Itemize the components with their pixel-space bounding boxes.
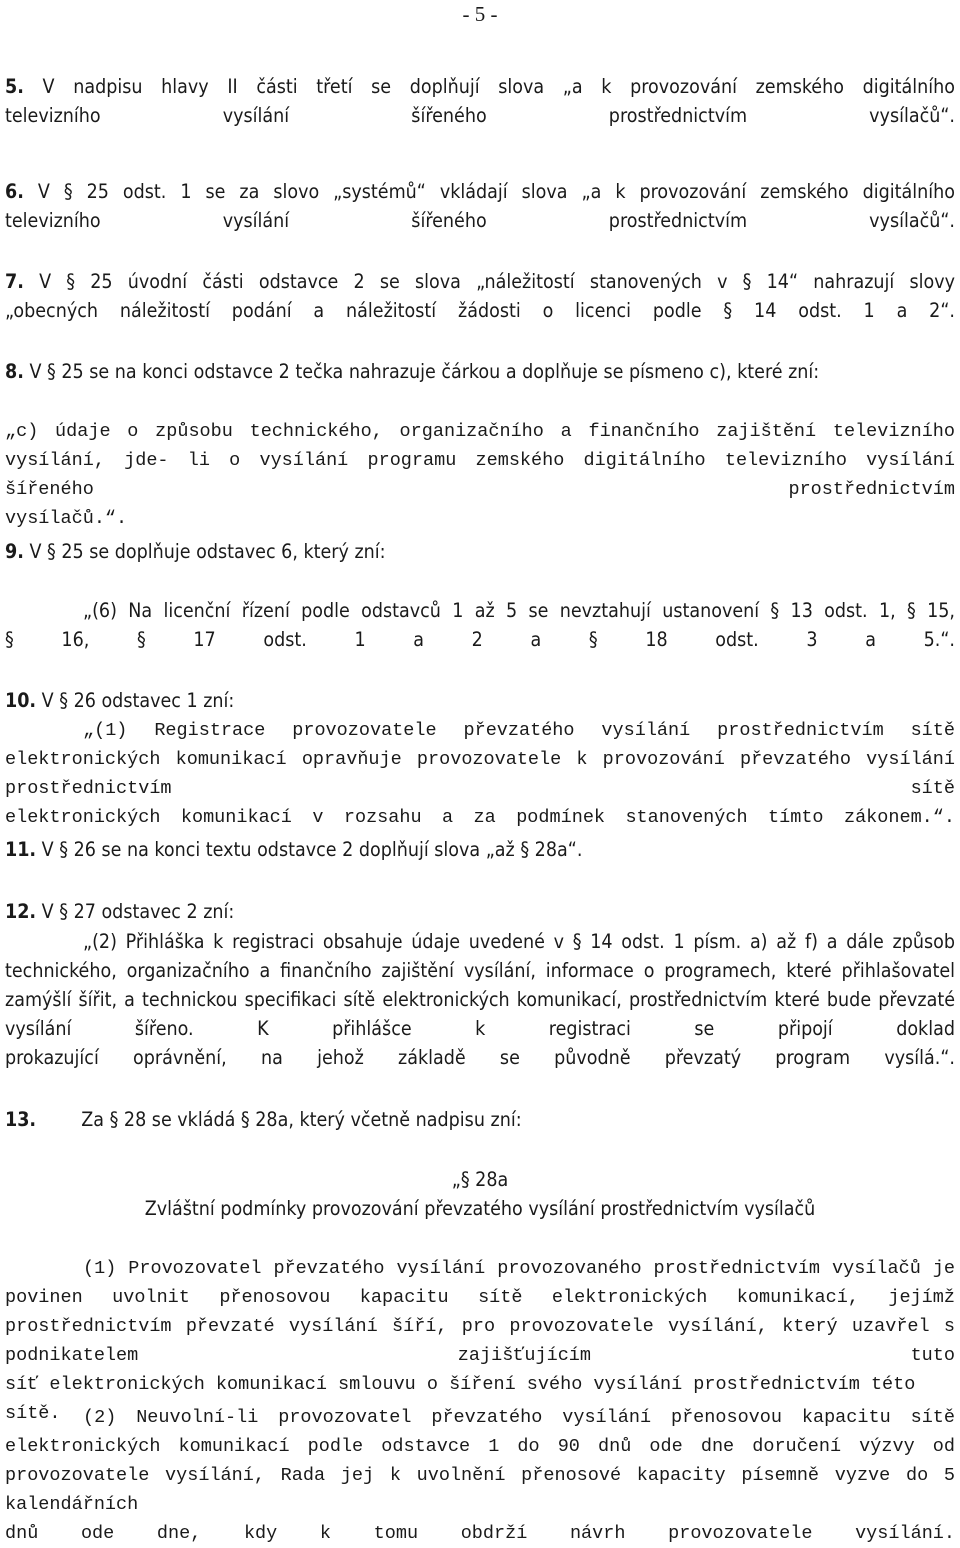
paragraph-text: (1) Provozovatel převzatého vysílání provozovaného prostřednictvím vysílačů je xyxy=(83,1258,955,1279)
item-10 xyxy=(5,686,955,715)
item-text: televizního vysílání šířeného prostřednictvím vysílačů“. xyxy=(5,209,955,232)
quote-text: komunikací opravňuje provozovatele k provozování převzatého vysílání prostřednictvím sítě xyxy=(5,749,955,799)
paragraph-text: elektronických komunikací podle odstavce 1 do 90 dnů ode dne doručení výzvy od xyxy=(5,1436,955,1457)
item-9 xyxy=(5,537,955,566)
paragraph-text: povinen uvolnit přenosovou kapacitu sítě elektronických komunikací, jejímž prostřednictvím xyxy=(5,1287,955,1337)
item-number: 6. xyxy=(5,180,24,203)
quote-text: elektronických komunikací v rozsahu a za podmínek stanovených tímto zákonem.“. xyxy=(5,807,955,828)
item-text: televizního vysílání šířeného prostřednictvím vysílačů“. xyxy=(5,104,955,127)
item-10-quote xyxy=(5,716,955,832)
item-text: V § 25 se doplňuje odstavec 6, který zní: xyxy=(29,540,386,563)
item-number: 8. xyxy=(5,360,24,383)
item-text: „obecných náležitostí podání a náležitostí žádosti o licenci podle § 14 odst. 1 a 2“. xyxy=(5,299,955,322)
item-text: V § 25 se na konci odstavce 2 tečka nahrazuje čárkou a doplňuje se písmeno c), které zní: xyxy=(29,360,820,383)
paragraph-text: dnů ode dne, kdy k tomu obdrží návrh provozovatele vysílání. xyxy=(5,1523,955,1544)
item-text: V § 25 odst. 1 se za slovo „systémů“ vkládají slova „a k provozování zemského digitálního xyxy=(37,180,955,203)
item-text: V § 26 se na konci textu odstavce 2 doplňují slova „až § 28a“. xyxy=(41,838,583,861)
item-text: V § 26 odstavec 1 zní: xyxy=(41,689,235,712)
item-text: V nadpisu hlavy II části třetí se doplňují slova „a k provozování zemského digitálního xyxy=(42,75,955,98)
item-number: 13. xyxy=(5,1108,37,1131)
quote-text: způsob technického, organizačního a finančního zajištění vysílání, informace o programech, xyxy=(5,930,955,982)
paragraph-text: provozovatele vysílání, Rada jej k uvolnění přenosové kapacity písemně vyzve do 5 kalendářních xyxy=(5,1465,955,1515)
item-11 xyxy=(5,835,955,864)
paragraph-text: (2) Neuvolní-li provozovatel převzatého vysílání přenosovou kapacitu sítě xyxy=(83,1407,955,1428)
quote-text: vysílačů.“. xyxy=(5,508,128,529)
item-number: 9. xyxy=(5,540,24,563)
item-number: 5. xyxy=(5,75,24,98)
section-paragraph-2 xyxy=(5,1403,955,1548)
quote-text: „(1) Registrace provozovatele převzatého vysílání prostřednictvím sítě elektronických xyxy=(5,720,955,770)
quote-text: li o vysílání programu zemského digitálního televizního vysílání šířeného prostřednictvím xyxy=(5,450,955,500)
item-12-quote xyxy=(5,927,955,1072)
quote-text: „(6) Na licenční řízení podle odstavců 1 až 5 se nevztahují ustanovení § 13 odst. 1, § 15, xyxy=(83,599,955,622)
item-text: Za § 28 se vkládá § 28a, který včetně nadpisu zní: xyxy=(81,1108,522,1131)
section-title: Zvláštní podmínky provozování převzatého vysílání prostřednictvím vysílačů xyxy=(144,1197,816,1220)
quote-text: „(2) Přihláška k registraci obsahuje údaje uvedené v § 14 odst. 1 písm. a) až f) a dále xyxy=(83,930,884,953)
item-5 xyxy=(5,72,955,130)
quote-text: § 16, § 17 odst. 1 a 2 a § 18 odst. 3 a 5.“. xyxy=(5,628,955,651)
item-9-quote xyxy=(5,596,955,654)
quote-text: které přihlašovatel zamýšlí šířit, a technickou specifikaci sítě elektronických komunikací, xyxy=(5,959,955,1011)
quote-text: prostřednictvím které bude převzaté vysílání šířeno. K přihlášce k registraci se připojí doklad xyxy=(5,988,955,1040)
page-number: - 5 - xyxy=(462,2,498,26)
section-heading: „§ 28a xyxy=(451,1168,509,1191)
item-7 xyxy=(5,267,955,325)
item-8 xyxy=(5,357,955,386)
item-number: 7. xyxy=(5,270,24,293)
item-number: 11. xyxy=(5,838,37,861)
item-text: V § 27 odstavec 2 zní: xyxy=(41,900,235,923)
section-paragraph-1 xyxy=(5,1254,955,1428)
item-13 xyxy=(5,1105,955,1134)
item-12 xyxy=(5,897,955,926)
paragraph-text: síť elektronických komunikací smlouvu o šíření svého vysílání prostřednictvím této sítě. xyxy=(5,1374,916,1424)
item-8-quote xyxy=(5,417,955,533)
item-6 xyxy=(5,177,955,235)
item-number: 10. xyxy=(5,689,37,712)
quote-text: „c) údaje o způsobu technického, organizačního a finančního zajištění televizního vysílání, jde- xyxy=(5,421,955,471)
item-number: 12. xyxy=(5,900,37,923)
paragraph-text: převzaté vysílání šíří, pro provozovatele vysílání, který uzavřel s podnikatelem zajišťujícím tuto xyxy=(5,1316,955,1366)
quote-text: prokazující oprávnění, na jehož základě se původně převzatý program vysílá.“. xyxy=(5,1046,955,1069)
item-text: V § 25 úvodní části odstavce 2 se slova „náležitostí stanovených v § 14“ nahrazují slovy xyxy=(39,270,955,293)
